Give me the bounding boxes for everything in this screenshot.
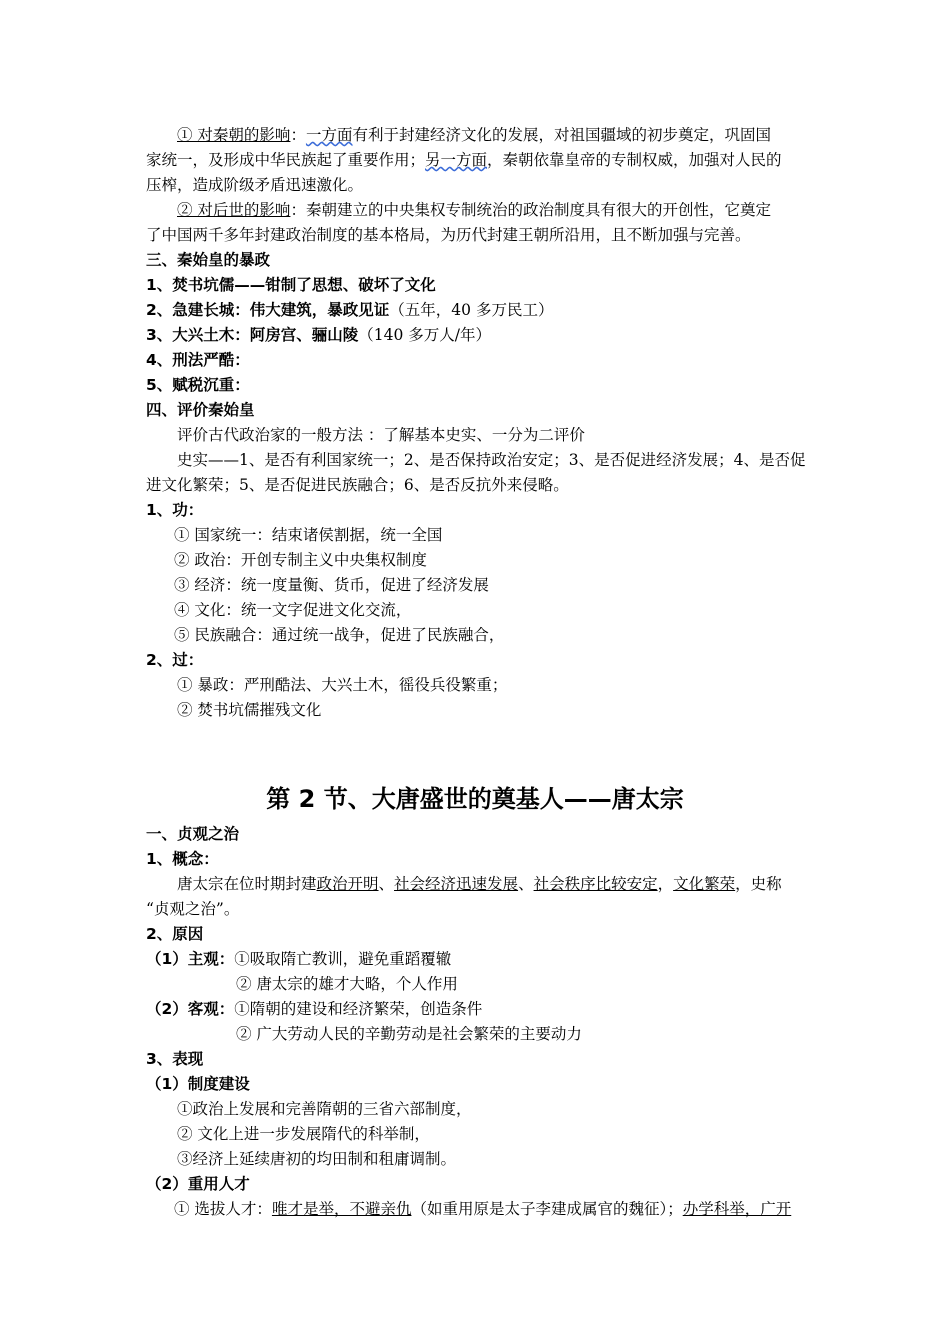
system-item: ② 文化上进一步发展隋代的科举制，: [177, 1125, 430, 1143]
objective-line-2: ② 广大劳动人民的辛勤劳动是社会繁荣的主要动力: [236, 1025, 582, 1043]
merit-item: ② 政治：开创专制主义中央集权制度: [174, 551, 427, 569]
concept-line-2: “贞观之治”。: [146, 900, 240, 918]
impact-later-label: ② 对后世的影响: [177, 201, 291, 219]
evaluate-facts-1: 史实——1、是否有利国家统一；2、是否保持政治安定；3、是否促进经济发展；4、是否促: [177, 451, 806, 469]
merit-heading: 1、功：: [146, 501, 204, 519]
evaluate-method: 评价古代政治家的一般方法 ：了解基本史实、一分为二评价: [177, 426, 585, 444]
reason-heading: 2、原因: [146, 925, 204, 943]
system-heading: （1）制度建设: [146, 1075, 250, 1093]
zhenguan-heading: 一、贞观之治: [146, 825, 240, 843]
impact-line-2: 家统一，及形成中华民族起了重要作用；另一方面，秦朝依靠皇帝的专制权威，加强对人民的: [146, 151, 782, 169]
impact-qin-label: ① 对秦朝的影响: [177, 126, 291, 144]
objective-line-1: （2）客观：①隋朝的建设和经济繁荣，创造条件: [146, 1000, 483, 1018]
other-side-term: 另一方面: [425, 151, 488, 169]
tyranny-item-3: 3、大兴土木：阿房宫、骊山陵（140 多万人/年）: [146, 326, 492, 344]
system-item: ③经济上延续唐初的均田制和租庸调制。: [177, 1150, 457, 1168]
system-item: ①政治上发展和完善隋朝的三省六部制度，: [177, 1100, 472, 1118]
impact-line-1: ① 对秦朝的影响：一方面有利于封建经济文化的发展，对祖国疆域的初步奠定，巩固国: [177, 126, 771, 144]
one-side-term: 一方面: [305, 126, 353, 144]
evaluate-facts-2: 进文化繁荣；5、是否促进民族融合；6、是否反抗外来侵略。: [146, 476, 569, 494]
objective-label: （2）客观：: [146, 1000, 235, 1018]
merit-item: ⑤ 民族融合：通过统一战争，促进了民族融合，: [174, 626, 505, 644]
evaluate-heading: 四、评价秦始皇: [146, 401, 255, 419]
show-heading: 3、表现: [146, 1050, 204, 1068]
impact-line-4: ② 对后世的影响：秦朝建立的中央集权专制统治的政治制度具有很大的开创性，它奠定: [177, 201, 771, 219]
concept-heading: 1、概念：: [146, 850, 219, 868]
merit-item: ④ 文化：统一文字促进文化交流，: [174, 601, 412, 619]
impact-line-3: 压榨，造成阶级矛盾迅速激化。: [146, 176, 364, 194]
talent-heading: （2）重用人才: [146, 1175, 250, 1193]
tyranny-item-1: 1、焚书坑儒——钳制了思想、破坏了文化: [146, 276, 436, 294]
tyranny-heading: 三、秦始皇的暴政: [146, 251, 271, 269]
section-title: 第 2 节、大唐盛世的奠基人——唐太宗: [266, 785, 684, 813]
talent-line: ① 选拔人才：唯才是举，不避亲仇（如重用原是太子李建成属官的魏征）；办学科举，广开: [174, 1200, 792, 1218]
fault-item: ① 暴政：严刑酷法、大兴土木，徭役兵役繁重；: [177, 676, 508, 694]
fault-heading: 2、过：: [146, 651, 204, 669]
fault-item: ② 焚书坑儒摧残文化: [177, 701, 322, 719]
impact-line-5: 了中国两千多年封建政治制度的基本格局，为历代封建王朝所沿用，且不断加强与完善。: [146, 226, 751, 244]
merit-item: ③ 经济：统一度量衡、货币，促进了经济发展: [174, 576, 489, 594]
tyranny-item-4: 4、刑法严酷：: [146, 351, 250, 369]
subjective-label: （1）主观：: [146, 950, 235, 968]
subjective-line-2: ② 唐太宗的雄才大略，个人作用: [236, 975, 458, 993]
tyranny-item-5: 5、赋税沉重：: [146, 376, 250, 394]
tyranny-item-2: 2、急建长城：伟大建筑，暴政见证（五年，40 多万民工）: [146, 301, 554, 319]
concept-line-1: 唐太宗在位时期封建政治开明、社会经济迅速发展、社会秩序比较安定，文化繁荣，史称: [177, 875, 782, 893]
subjective-line-1: （1）主观：①吸取隋亡教训，避免重蹈覆辙: [146, 950, 452, 968]
merit-item: ① 国家统一：结束诸侯割据，统一全国: [174, 526, 443, 544]
